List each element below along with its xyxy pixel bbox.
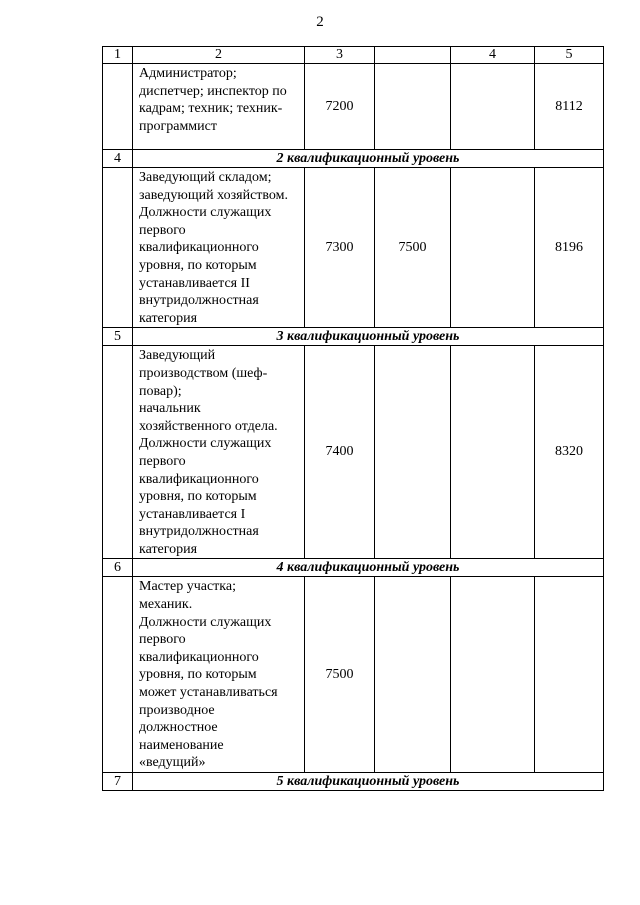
value-cell-5: 8196 (535, 168, 604, 328)
position-cell: Заведующий складом; заведующий хозяйством. Должности служащих первого квалификационного уровня, по которым устанавливается II внутридолжностная категория (133, 168, 305, 328)
value-cell-3b: 7500 (375, 168, 451, 328)
value-cell-4 (451, 346, 535, 559)
value-cell-5: 8112 (535, 64, 604, 150)
level-number: 7 (103, 773, 133, 791)
value-cell-4 (451, 168, 535, 328)
header-cell-3: 3 (305, 47, 375, 64)
level-title: 2 квалификационный уровень (133, 150, 604, 168)
table-row (103, 168, 604, 328)
value-cell-3b (375, 577, 451, 773)
level-row (103, 150, 604, 168)
position-cell: Администратор; диспетчер; инспектор по кадрам; техник; техник- программист (133, 64, 305, 150)
level-title: 3 квалификационный уровень (133, 328, 604, 346)
value-cell-3: 7200 (305, 64, 375, 150)
header-cell-4: 4 (451, 47, 535, 64)
value-cell-3: 7300 (305, 168, 375, 328)
number-cell (103, 577, 133, 773)
table-row (103, 577, 604, 773)
value-cell-3: 7500 (305, 577, 375, 773)
level-title: 5 квалификационный уровень (133, 773, 604, 791)
level-row (103, 773, 604, 791)
header-row (103, 47, 604, 64)
page-number: 2 (316, 14, 324, 30)
value-cell-3: 7400 (305, 346, 375, 559)
header-cell-3b (375, 47, 451, 64)
value-cell-5: 8320 (535, 346, 604, 559)
value-cell-4 (451, 64, 535, 150)
value-cell-4 (451, 577, 535, 773)
level-number: 4 (103, 150, 133, 168)
level-number: 5 (103, 328, 133, 346)
salary-table (102, 46, 604, 791)
header-cell-5: 5 (535, 47, 604, 64)
position-cell: Мастер участка; механик. Должности служащих первого квалификационного уровня, по которым может устанавливаться производное должностное наименование «ведущий» (133, 577, 305, 773)
number-cell (103, 346, 133, 559)
number-cell (103, 64, 133, 150)
table-row (103, 346, 604, 559)
level-title: 4 квалификационный уровень (133, 559, 604, 577)
level-row (103, 328, 604, 346)
value-cell-5 (535, 577, 604, 773)
level-number: 6 (103, 559, 133, 577)
number-cell (103, 168, 133, 328)
header-cell-2: 2 (133, 47, 305, 64)
position-cell: Заведующий производством (шеф- повар); начальник хозяйственного отдела. Должности служащих первого квалификационного уровня, по которым устанавливается I внутридолжностная категория (133, 346, 305, 559)
table-row (103, 64, 604, 150)
value-cell-3b (375, 64, 451, 150)
value-cell-3b (375, 346, 451, 559)
header-cell-1: 1 (103, 47, 133, 64)
level-row (103, 559, 604, 577)
